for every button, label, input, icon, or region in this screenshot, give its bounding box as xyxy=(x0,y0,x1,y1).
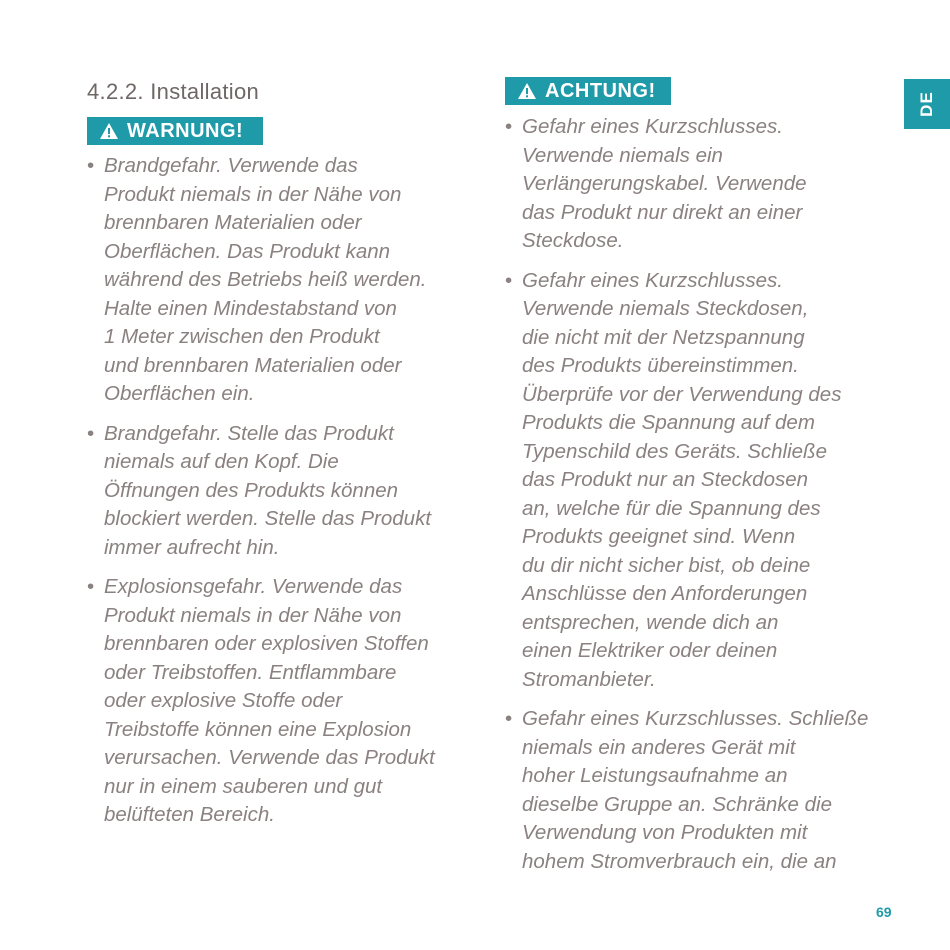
bullet: • xyxy=(87,575,95,598)
language-tab xyxy=(904,79,950,129)
list-item-text: Gefahr eines Kurzschlusses. Verwende niemals Steckdosen, die nicht mit der Netzspannung des Produkts übereinstimmen. Überprüfe vor der Verwendung des Produkts die Spannung auf dem Typenschild des Geräts. Schließe das Produkt nur an Steckdosen an, welche für die Spannung des Produkts geeignet sind. Wenn du dir nicht sicher bist, ob deine Anschlüsse den Anforderungen entsprechen, wende dich an einen Elektriker oder deinen Stromanbieter. xyxy=(522,268,842,691)
bullet: • xyxy=(505,707,513,730)
caution-label: ACHTUNG! xyxy=(545,79,656,102)
warning-triangle-icon xyxy=(517,82,537,100)
warning-badge xyxy=(87,117,263,145)
list-item xyxy=(505,267,875,695)
bullet: • xyxy=(505,115,513,138)
language-tab-label: DE xyxy=(917,91,936,117)
bullet: • xyxy=(87,154,95,177)
warning-label: WARNUNG! xyxy=(127,119,244,142)
section-heading: 4.2.2. Installation xyxy=(87,79,260,104)
bullet: • xyxy=(87,421,95,445)
list-item-text: Brandgefahr. Stelle das Produkt niemals auf den Kopf. Die Öffnungen des Produkts können blockiert werden. Stelle das Produkt immer aufrecht hin. xyxy=(104,421,432,559)
warning-list xyxy=(87,152,457,841)
list-item xyxy=(87,152,457,409)
caution-list xyxy=(505,113,875,887)
list-item xyxy=(87,573,457,830)
list-item-text: Brandgefahr. Verwende das Produkt niemals in der Nähe von brennbaren Materialien oder Oberflächen. Das Produkt kann während des Betriebs heiß werden. Halte einen Mindestabstand von 1 Meter zwischen den Produkt und brennbaren Materialien oder Oberflächen ein. xyxy=(104,154,427,405)
list-item xyxy=(505,705,875,876)
list-item-text: Gefahr eines Kurzschlusses. Verwende niemals ein Verlängerungskabel. Verwende das Produkt nur direkt an einer Steckdose. xyxy=(522,115,807,252)
list-item xyxy=(87,420,457,563)
list-item xyxy=(505,113,875,256)
page-number: 69 xyxy=(876,904,892,920)
list-item-text: Gefahr eines Kurzschlusses. Schließe niemals ein anderes Gerät mit hoher Leistungsaufnahme an dieselbe Gruppe an. Schränke die Verwendung von Produkten mit hohem Stromverbrauch ein, die an xyxy=(522,707,869,873)
caution-badge xyxy=(505,77,671,105)
list-item-text: Explosionsgefahr. Verwende das Produkt niemals in der Nähe von brennbaren oder explosiven Stoffen oder Treibstoffen. Entflammbare oder explosive Stoffe oder Treibstoffe können eine Explosion verursachen. Verwende das Produkt nur in einem sauberen und gut belüfteten Bereich. xyxy=(104,575,435,826)
bullet: • xyxy=(505,268,513,292)
warning-triangle-icon xyxy=(99,122,119,140)
